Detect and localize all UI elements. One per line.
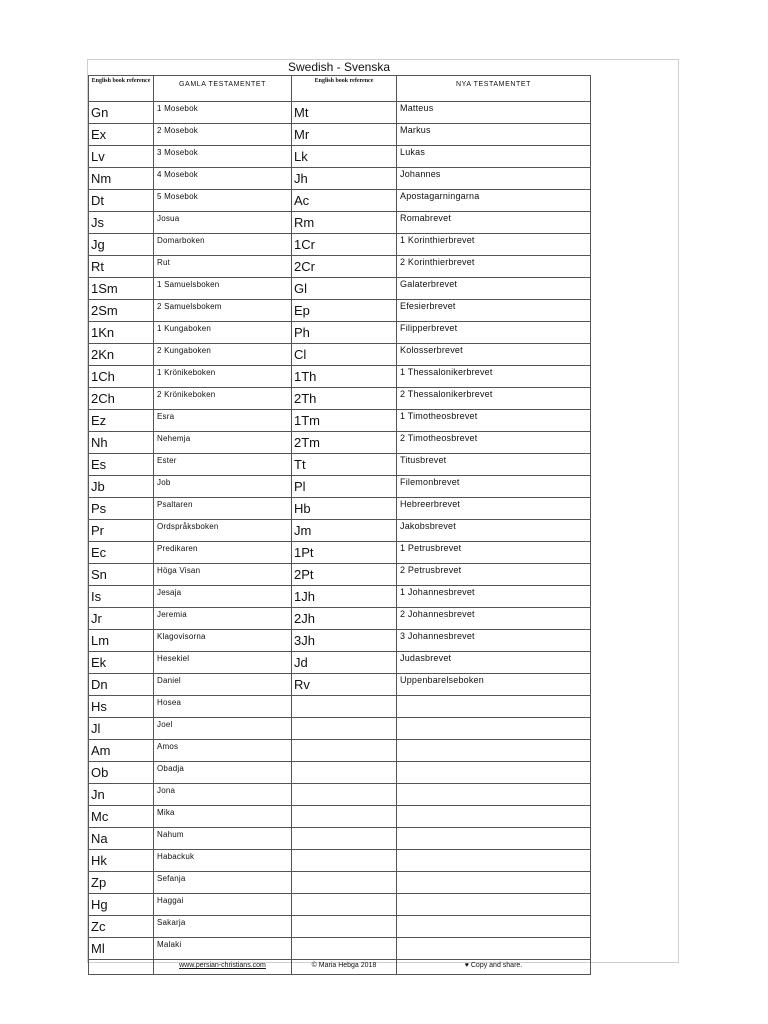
- ot-book-name: Nahum: [154, 828, 292, 850]
- ot-book-name: Sakarja: [154, 916, 292, 938]
- nt-book-name: Romabrevet: [397, 212, 591, 234]
- ot-book-abbreviation: 2Sm: [89, 300, 154, 322]
- ot-book-abbreviation: Lv: [89, 146, 154, 168]
- nt-book-name: [397, 806, 591, 828]
- ot-reference-header: English book reference: [89, 76, 154, 102]
- nt-book-name: Titusbrevet: [397, 454, 591, 476]
- table-row: [89, 146, 591, 168]
- table-row: [89, 278, 591, 300]
- table-row: [89, 806, 591, 828]
- nt-book-name: 1 Timotheosbrevet: [397, 410, 591, 432]
- nt-book-abbreviation: Cl: [292, 344, 397, 366]
- nt-book-abbreviation: [292, 938, 397, 960]
- footer-link-cell: [154, 960, 292, 975]
- nt-book-name: 1 Thessalonikerbrevet: [397, 366, 591, 388]
- ot-book-abbreviation: Ez: [89, 410, 154, 432]
- ot-book-name: Haggai: [154, 894, 292, 916]
- nt-book-name: Efesierbrevet: [397, 300, 591, 322]
- ot-book-abbreviation: Lm: [89, 630, 154, 652]
- nt-book-abbreviation: [292, 740, 397, 762]
- nt-book-name: Filemonbrevet: [397, 476, 591, 498]
- nt-book-name: Apostagarningarna: [397, 190, 591, 212]
- nt-book-name: 1 Korinthierbrevet: [397, 234, 591, 256]
- ot-book-name: 2 Krönikeboken: [154, 388, 292, 410]
- nt-book-abbreviation: 2Th: [292, 388, 397, 410]
- ot-book-name: Jeremia: [154, 608, 292, 630]
- nt-book-name: [397, 938, 591, 960]
- nt-book-abbreviation: 2Pt: [292, 564, 397, 586]
- ot-book-name: Hosea: [154, 696, 292, 718]
- ot-book-abbreviation: Hk: [89, 850, 154, 872]
- nt-book-abbreviation: Rv: [292, 674, 397, 696]
- nt-book-name: Judasbrevet: [397, 652, 591, 674]
- nt-book-name: Jakobsbrevet: [397, 520, 591, 542]
- nt-book-abbreviation: [292, 806, 397, 828]
- nt-book-abbreviation: [292, 828, 397, 850]
- table-row: [89, 608, 591, 630]
- nt-book-abbreviation: [292, 784, 397, 806]
- ot-book-name: Obadja: [154, 762, 292, 784]
- nt-book-abbreviation: [292, 762, 397, 784]
- table-row: [89, 784, 591, 806]
- ot-book-name: Predikaren: [154, 542, 292, 564]
- table-row: [89, 586, 591, 608]
- ot-book-abbreviation: Jb: [89, 476, 154, 498]
- old-testament-header: GAMLA TESTAMENTET: [154, 76, 292, 102]
- table-row: [89, 762, 591, 784]
- ot-book-name: Daniel: [154, 674, 292, 696]
- ot-book-name: Esra: [154, 410, 292, 432]
- nt-book-abbreviation: [292, 850, 397, 872]
- ot-book-name: Hesekiel: [154, 652, 292, 674]
- ot-book-abbreviation: Gn: [89, 102, 154, 124]
- nt-book-abbreviation: 2Tm: [292, 432, 397, 454]
- ot-book-name: 1 Mosebok: [154, 102, 292, 124]
- nt-book-name: [397, 740, 591, 762]
- ot-book-name: Ester: [154, 454, 292, 476]
- ot-book-abbreviation: Dn: [89, 674, 154, 696]
- nt-book-abbreviation: Ph: [292, 322, 397, 344]
- nt-book-abbreviation: Gl: [292, 278, 397, 300]
- ot-book-name: 2 Mosebok: [154, 124, 292, 146]
- table-row: [89, 850, 591, 872]
- ot-book-abbreviation: 2Kn: [89, 344, 154, 366]
- ot-book-abbreviation: Ps: [89, 498, 154, 520]
- nt-book-name: Filipperbrevet: [397, 322, 591, 344]
- ot-book-abbreviation: Rt: [89, 256, 154, 278]
- table-row: [89, 872, 591, 894]
- nt-book-name: [397, 828, 591, 850]
- ot-book-name: Amos: [154, 740, 292, 762]
- nt-book-abbreviation: [292, 894, 397, 916]
- website-link[interactable]: www.persian-christians.com: [179, 962, 266, 969]
- nt-book-abbreviation: Jd: [292, 652, 397, 674]
- ot-book-abbreviation: Ex: [89, 124, 154, 146]
- ot-book-name: 4 Mosebok: [154, 168, 292, 190]
- ot-book-name: 3 Mosebok: [154, 146, 292, 168]
- nt-book-abbreviation: 2Cr: [292, 256, 397, 278]
- ot-book-abbreviation: Hs: [89, 696, 154, 718]
- ot-book-abbreviation: Am: [89, 740, 154, 762]
- nt-book-abbreviation: Pl: [292, 476, 397, 498]
- ot-book-abbreviation: Zp: [89, 872, 154, 894]
- ot-book-name: 1 Samuelsboken: [154, 278, 292, 300]
- nt-book-abbreviation: 1Cr: [292, 234, 397, 256]
- nt-book-name: Galaterbrevet: [397, 278, 591, 300]
- table-row: [89, 916, 591, 938]
- nt-book-abbreviation: [292, 916, 397, 938]
- ot-book-abbreviation: 2Ch: [89, 388, 154, 410]
- nt-book-name: 2 Korinthierbrevet: [397, 256, 591, 278]
- ot-book-abbreviation: Mc: [89, 806, 154, 828]
- ot-book-abbreviation: Ml: [89, 938, 154, 960]
- nt-book-name: [397, 762, 591, 784]
- nt-book-abbreviation: Ac: [292, 190, 397, 212]
- nt-book-name: Hebreerbrevet: [397, 498, 591, 520]
- table-row: [89, 190, 591, 212]
- nt-book-name: [397, 916, 591, 938]
- nt-book-name: Matteus: [397, 102, 591, 124]
- nt-book-abbreviation: [292, 696, 397, 718]
- nt-book-name: Kolosserbrevet: [397, 344, 591, 366]
- ot-book-abbreviation: Nm: [89, 168, 154, 190]
- footer-empty-cell: [89, 960, 154, 975]
- nt-book-abbreviation: Mt: [292, 102, 397, 124]
- ot-book-abbreviation: Ek: [89, 652, 154, 674]
- nt-book-abbreviation: [292, 872, 397, 894]
- table-row: [89, 256, 591, 278]
- nt-reference-header: English book reference: [292, 76, 397, 102]
- table-row: [89, 630, 591, 652]
- ot-book-name: 1 Krönikeboken: [154, 366, 292, 388]
- ot-book-name: 2 Kungaboken: [154, 344, 292, 366]
- table-header-row: [89, 76, 591, 102]
- nt-book-abbreviation: 1Pt: [292, 542, 397, 564]
- nt-book-abbreviation: 1Tm: [292, 410, 397, 432]
- ot-book-abbreviation: Jr: [89, 608, 154, 630]
- ot-book-abbreviation: Dt: [89, 190, 154, 212]
- table-row: [89, 410, 591, 432]
- ot-book-name: Habackuk: [154, 850, 292, 872]
- ot-book-abbreviation: Ob: [89, 762, 154, 784]
- ot-book-abbreviation: 1Sm: [89, 278, 154, 300]
- nt-book-abbreviation: Lk: [292, 146, 397, 168]
- ot-book-abbreviation: Jg: [89, 234, 154, 256]
- table-row: [89, 212, 591, 234]
- table-row: [89, 740, 591, 762]
- nt-book-name: 2 Johannesbrevet: [397, 608, 591, 630]
- nt-book-name: 2 Petrusbrevet: [397, 564, 591, 586]
- document-title: Swedish - Svenska: [287, 60, 391, 74]
- table-row: [89, 454, 591, 476]
- ot-book-name: 5 Mosebok: [154, 190, 292, 212]
- table-row: [89, 124, 591, 146]
- nt-book-name: [397, 696, 591, 718]
- ot-book-abbreviation: Zc: [89, 916, 154, 938]
- table-row: [89, 542, 591, 564]
- nt-book-abbreviation: 3Jh: [292, 630, 397, 652]
- table-row: [89, 652, 591, 674]
- ot-book-abbreviation: Jl: [89, 718, 154, 740]
- nt-book-abbreviation: 1Th: [292, 366, 397, 388]
- table-row: [89, 102, 591, 124]
- nt-book-abbreviation: [292, 718, 397, 740]
- table-row: [89, 674, 591, 696]
- table-row: [89, 894, 591, 916]
- table-row: [89, 234, 591, 256]
- nt-book-abbreviation: Mr: [292, 124, 397, 146]
- table-row: [89, 520, 591, 542]
- ot-book-name: Josua: [154, 212, 292, 234]
- nt-book-abbreviation: Rm: [292, 212, 397, 234]
- ot-book-abbreviation: Ec: [89, 542, 154, 564]
- ot-book-abbreviation: Pr: [89, 520, 154, 542]
- ot-book-name: Jona: [154, 784, 292, 806]
- nt-book-name: 1 Petrusbrevet: [397, 542, 591, 564]
- ot-book-name: Sefanja: [154, 872, 292, 894]
- new-testament-header: NYA TESTAMENTET: [397, 76, 591, 102]
- nt-book-name: Markus: [397, 124, 591, 146]
- table-row: [89, 938, 591, 960]
- ot-book-name: Höga Visan: [154, 564, 292, 586]
- table-row: [89, 498, 591, 520]
- nt-book-name: [397, 718, 591, 740]
- bible-books-table: [88, 75, 591, 975]
- ot-book-name: 1 Kungaboken: [154, 322, 292, 344]
- nt-book-name: Uppenbarelseboken: [397, 674, 591, 696]
- ot-book-name: Jesaja: [154, 586, 292, 608]
- ot-book-name: Ordspråksboken: [154, 520, 292, 542]
- nt-book-name: Johannes: [397, 168, 591, 190]
- table-row: [89, 344, 591, 366]
- nt-book-name: [397, 850, 591, 872]
- ot-book-name: Rut: [154, 256, 292, 278]
- nt-book-abbreviation: Jm: [292, 520, 397, 542]
- nt-book-name: 3 Johannesbrevet: [397, 630, 591, 652]
- nt-book-name: [397, 872, 591, 894]
- ot-book-name: 2 Samuelsbokem: [154, 300, 292, 322]
- ot-book-name: Psaltaren: [154, 498, 292, 520]
- nt-book-name: [397, 784, 591, 806]
- ot-book-name: Malaki: [154, 938, 292, 960]
- nt-book-name: [397, 894, 591, 916]
- ot-book-abbreviation: 1Kn: [89, 322, 154, 344]
- ot-book-abbreviation: Sn: [89, 564, 154, 586]
- ot-book-abbreviation: Js: [89, 212, 154, 234]
- ot-book-name: Joel: [154, 718, 292, 740]
- ot-book-name: Domarboken: [154, 234, 292, 256]
- table-row: [89, 696, 591, 718]
- nt-book-abbreviation: Jh: [292, 168, 397, 190]
- copyright-text: © Maria Hebga 2018: [292, 960, 397, 975]
- ot-book-abbreviation: Jn: [89, 784, 154, 806]
- ot-book-abbreviation: Hg: [89, 894, 154, 916]
- nt-book-name: Lukas: [397, 146, 591, 168]
- nt-book-abbreviation: Hb: [292, 498, 397, 520]
- table-row: [89, 366, 591, 388]
- nt-book-abbreviation: 1Jh: [292, 586, 397, 608]
- table-row: [89, 476, 591, 498]
- table-row: [89, 828, 591, 850]
- ot-book-abbreviation: Nh: [89, 432, 154, 454]
- nt-book-name: 1 Johannesbrevet: [397, 586, 591, 608]
- table-row: [89, 300, 591, 322]
- ot-book-abbreviation: Es: [89, 454, 154, 476]
- ot-book-abbreviation: 1Ch: [89, 366, 154, 388]
- ot-book-abbreviation: Na: [89, 828, 154, 850]
- ot-book-abbreviation: Is: [89, 586, 154, 608]
- ot-book-name: Mika: [154, 806, 292, 828]
- ot-book-name: Nehemja: [154, 432, 292, 454]
- table-row: [89, 432, 591, 454]
- ot-book-name: Klagovisorna: [154, 630, 292, 652]
- table-row: [89, 322, 591, 344]
- table-row: [89, 168, 591, 190]
- nt-book-name: 2 Thessalonikerbrevet: [397, 388, 591, 410]
- footer-row: [89, 960, 591, 975]
- share-text: ♥ Copy and share.: [397, 960, 591, 975]
- nt-book-abbreviation: 2Jh: [292, 608, 397, 630]
- nt-book-abbreviation: Tt: [292, 454, 397, 476]
- nt-book-abbreviation: Ep: [292, 300, 397, 322]
- table-row: [89, 718, 591, 740]
- nt-book-name: 2 Timotheosbrevet: [397, 432, 591, 454]
- table-row: [89, 564, 591, 586]
- ot-book-name: Job: [154, 476, 292, 498]
- table-row: [89, 388, 591, 410]
